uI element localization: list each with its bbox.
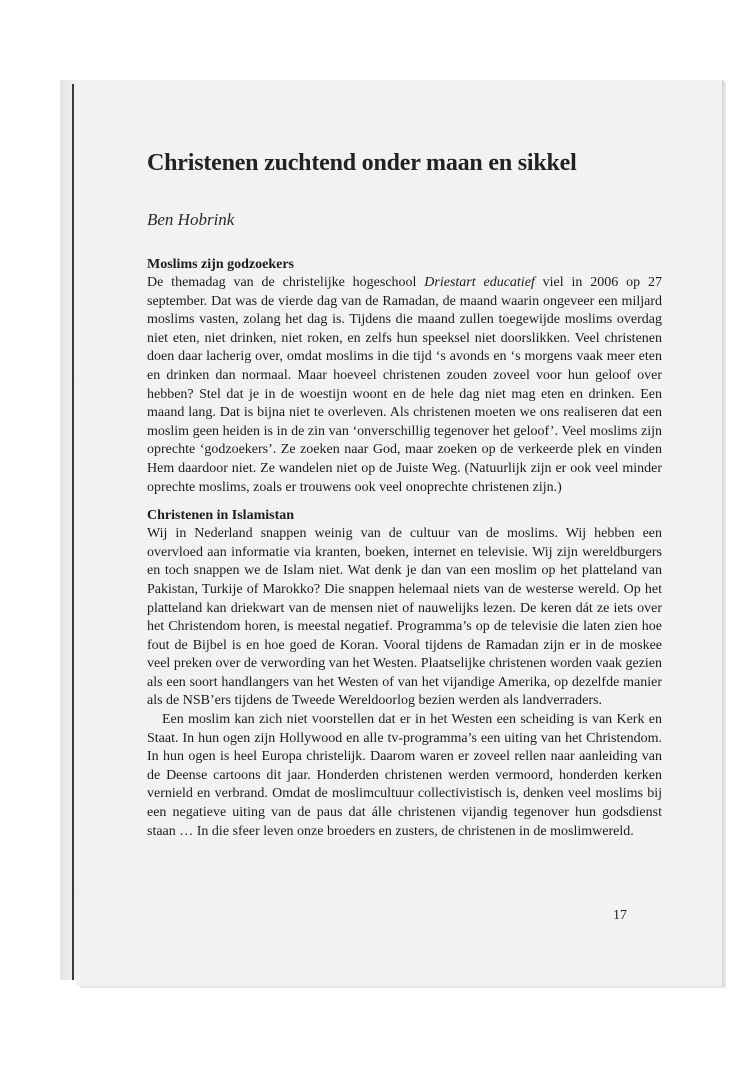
paragraph-text: De themadag van de christelijke hogeschool: [147, 275, 425, 290]
section-heading-godzoekers: Moslims zijn godzoekers: [147, 257, 294, 272]
article-author: Ben Hobrink: [147, 210, 235, 229]
paragraph: Een moslim kan zich niet voorstellen dat er in het Westen een scheiding is van Kerk en Staat. In hun ogen zijn Hollywood en alle tv-programma’s een uiting van het Christendom. In hun ogen is heel Europa christelijk. Daarom waren er zoveel rellen naar aanleiding van de Deense cartoons dit jaar. Honderden christenen werden vermoord, honderden kerken vernield en verbrand. Omdat de moslimcultuur collectivistisch is, denken veel moslims bij een negatieve uiting van de paus dat álle christenen vijandig tegenover hun godsdienst staan … In die sfeer leven onze broeders en zusters, de christenen in de moslimwereld.: [147, 712, 662, 839]
section-heading-islamistan: Christenen in Islamistan: [147, 508, 295, 524]
paragraph: [147, 274, 662, 497]
paragraph: Wij in Nederland snappen weinig van de cultuur van de moslims. Wij hebben een overvloed aan informatie via kranten, boeken, internet en televisie. Wij zijn wereldburgers en toch snappen we de Islam niet. Wat denk je dan van een moslim op het platteland van Pakistan, Turkije of Marokko? Die snappen helemaal niets van de westerse wereld. Op het platteland kan driekwart van de mensen niet of nauwelijks lezen. De keren dát ze iets over het Christendom horen, is meestal negatief. Programma’s op de televisie die laten zien hoe fout de Bijbel is en hoe goed de Koran. Vooral tijdens de Ramadan zijn er in de moskee veel preken over de verwording van het Westen. Plaatselijke christenen worden vaak gezien als een soort handlangers van het Westen of van het vijandige Amerika, op dezelfde manier als de NSB’ers tijdens de Tweede Wereldoorlog bezien werden als landverraders.: [147, 526, 662, 709]
article-title: Christenen zuchtend onder maan en sikkel: [147, 150, 577, 176]
book-page: [76, 80, 722, 986]
article: [147, 150, 662, 841]
paragraph-text: viel in 2006 op 27 september. Dat was de vierde dag van de Ramadan, de maand waarin ongeveer een miljard moslims vasten, zolang het dag is. Tijdens die maand zullen toegewijde moslims overdag niet eten, niet drinken, niet roken, en zelfs hun speeksel niet doorslikken. Veel christenen doen daar lacherig over, omdat moslims in die tijd ‘s avonds en ‘s morgens vaak meer eten en drinken dan normaal. Maar hoeveel christenen zouden zoveel voor hun geloof over hebben? Stel dat je in de woestijn woont en de hele dag niet mag eten en drinken. Een maand lang. Dat is bijna niet te overleven. Als christenen moeten we ons realiseren dat een moslim geen heiden is in de zin van ‘onverschillig tegenover het geloof’. Veel moslims zijn oprechte ‘godzoekers’. Ze zoeken naar God, maar zoeken op de verkeerde plek en vinden Hem daardoor niet. Ze wandelen niet op de Juiste Weg. (Natuurlijk zijn er ook veel minder oprechte moslims, zoals er trouwens ook veel onoprechte christenen zijn.): [147, 275, 662, 495]
scan-binding-edge: [72, 84, 74, 980]
page-number: 17: [613, 908, 627, 923]
school-name-italic: Driestart educatief: [424, 275, 535, 290]
